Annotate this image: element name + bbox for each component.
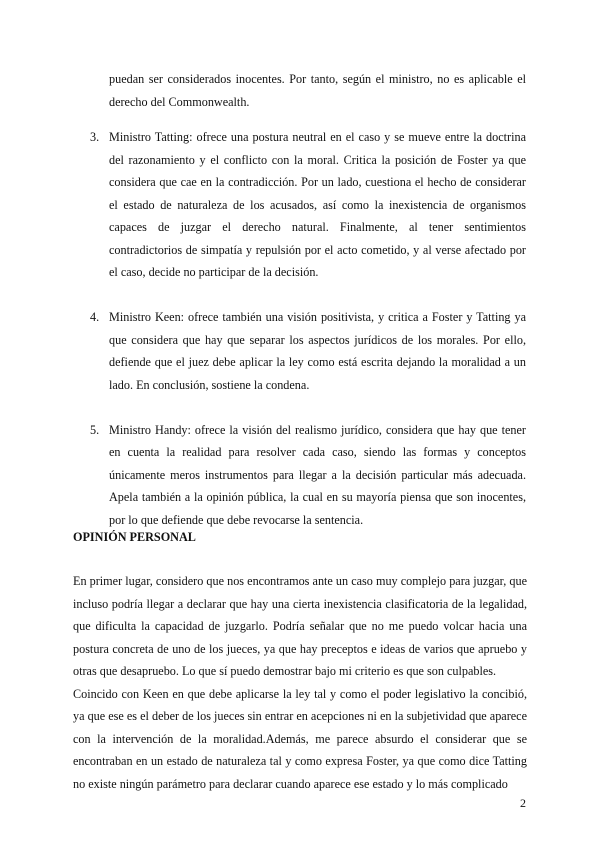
list-item-text: Ministro Keen: ofrece también una visión positivista, y critica a Foster y Tatting ya que considera que hay que separar los aspectos jurídicos de los morales. Por ello, defiende que el juez debe aplicar la ley como está escrita dejando la moralidad a un lado. En conclusión, sostiene la condena. [109,310,526,392]
list-item-number: 4. [90,310,100,324]
opinion-paragraph: Coincido con Keen en que debe aplicarse la ley tal y como el poder legislativo la concibió, ya que ese es el deber de los jueces sin entrar en acepciones ni en la subjetividad que aparece con la intervención de la moralidad.Además, me parece absurdo el considerar que se encontraban en un estado de naturaleza tal y como expresa Foster, ya que como dice Tatting no existe ningún parámetro para declarar cuando aparece ese estado y lo más complicado [73,686,527,791]
list-item [90,126,526,284]
ministers-list [90,126,526,554]
list-item-text: Ministro Handy: ofrece la visión del realismo jurídico, considera que hay que tener en cuenta la realidad para resolver cada caso, siendo las formas y conceptos únicamente meros instrumentos para llegar a la decisión particular más adecuada. Apela también a la opinión pública, la cual en su mayoría piensa que son inocentes, por lo que defiende que debe revocarse la sentencia. [109,422,526,527]
page-number: 2 [520,796,526,810]
list-item-number: 5. [90,422,100,437]
continuation-paragraph: puedan ser considerados inocentes. Por tanto, según el ministro, no es aplicable el derecho del Commonwealth. [109,72,526,109]
opinion-body [73,570,527,795]
opinion-paragraph: En primer lugar, considero que nos encontramos ante un caso muy complejo para juzgar, que incluso podría llegar a declarar que hay una cierta inexistencia clasificatoria de la legalidad, que dificulta la capacidad de juzgarlo. Podría señalar que no me puedo volcar hacia una postura concreta de uno de los jueces, ya que hay preceptos e ideas de varios que apruebo y otras que desapruebo. Lo que sí puedo demostrar bajo mi criterio es que son culpables. [73,574,527,678]
list-item [90,306,526,396]
list-item-text: Ministro Tatting: ofrece una postura neutral en el caso y se mueve entre la doctrina del razonamiento y el conflicto con la moral. Critica la posición de Foster ya que considera que cae en la contradicción. Por un lado, cuestiona el hecho de considerar el estado de naturaleza de los acusados, así como la inexistencia de organismos capaces de juzgar el derecho natural. Finalmente, al tener sentimientos contradictorios de simpatía y repulsión por el acto cometido, y al verse afectado por el caso, decide no participar de la decisión. [109,130,526,279]
list-item [90,419,526,532]
section-heading: OPINIÓN PERSONAL [73,530,196,544]
list-item-number: 3. [90,130,100,144]
